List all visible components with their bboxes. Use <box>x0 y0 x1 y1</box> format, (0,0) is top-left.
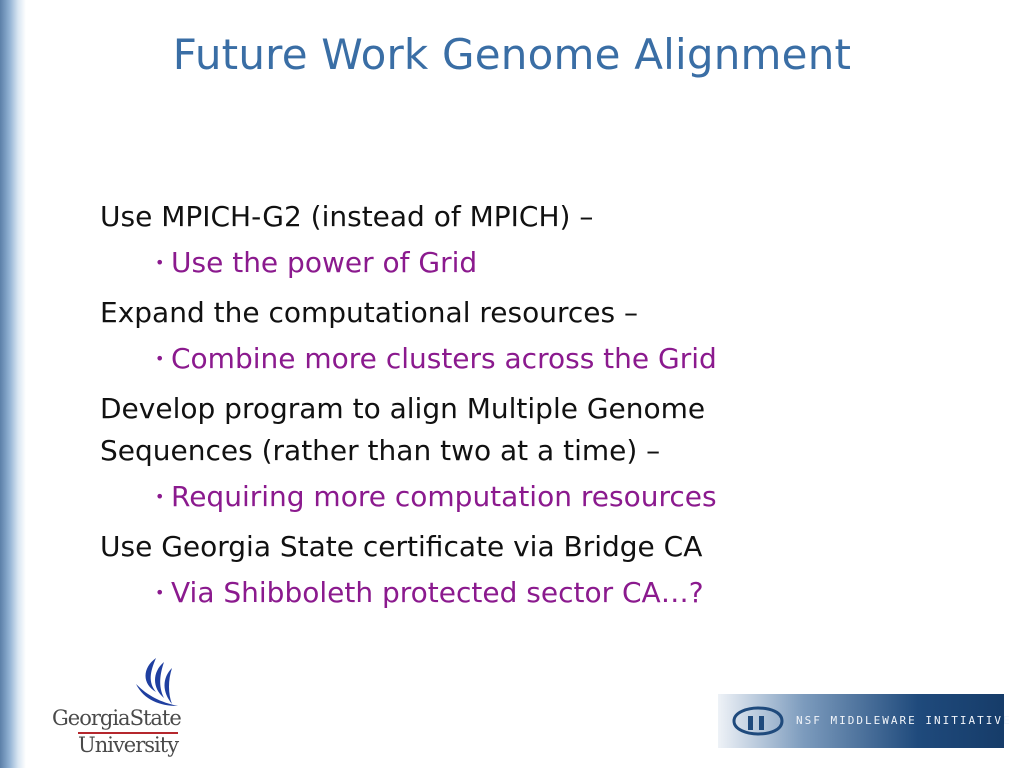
slide-content <box>100 196 900 622</box>
side-accent-bar <box>0 0 26 768</box>
bullet-sub-text-4: Via Shibboleth protected sector CA…? <box>171 576 704 609</box>
bullet-sub-4 <box>155 572 900 614</box>
gsu-logo-line1: GeorgiaState <box>52 706 181 730</box>
gsu-logo <box>52 652 186 762</box>
nmi-banner <box>718 694 1012 748</box>
bullet-main-3: Develop program to align Multiple Genome Sequences (rather than two at a time) – <box>100 392 706 467</box>
bullet-sub-text-2: Combine more clusters across the Grid <box>171 342 717 375</box>
bullet-dot-icon: • <box>155 583 165 602</box>
slide-title: Future Work Genome Alignment <box>172 30 852 79</box>
bullet-dot-icon: • <box>155 349 165 368</box>
bullet-sub-1 <box>155 242 900 284</box>
gsu-flame-icon <box>126 654 186 710</box>
bullet-dot-icon: • <box>155 487 165 506</box>
nmi-logo-icon <box>728 704 788 738</box>
bullet-dot-icon: • <box>155 253 165 272</box>
bullet-sub-text-1: Use the power of Grid <box>171 246 478 279</box>
nmi-banner-text: NSF MIDDLEWARE INITIATIVE <box>796 714 1012 727</box>
bullet-sub-3 <box>155 476 900 518</box>
bullet-sub-text-3: Requiring more computation resources <box>171 480 717 513</box>
bullet-main-4: Use Georgia State certificate via Bridge CA <box>100 530 703 563</box>
bullet-main-1: Use MPICH-G2 (instead of MPICH) – <box>100 200 594 233</box>
bullet-sub-2 <box>155 338 900 380</box>
bullet-main-2: Expand the computational resources – <box>100 296 638 329</box>
gsu-logo-line2: University <box>78 733 179 757</box>
